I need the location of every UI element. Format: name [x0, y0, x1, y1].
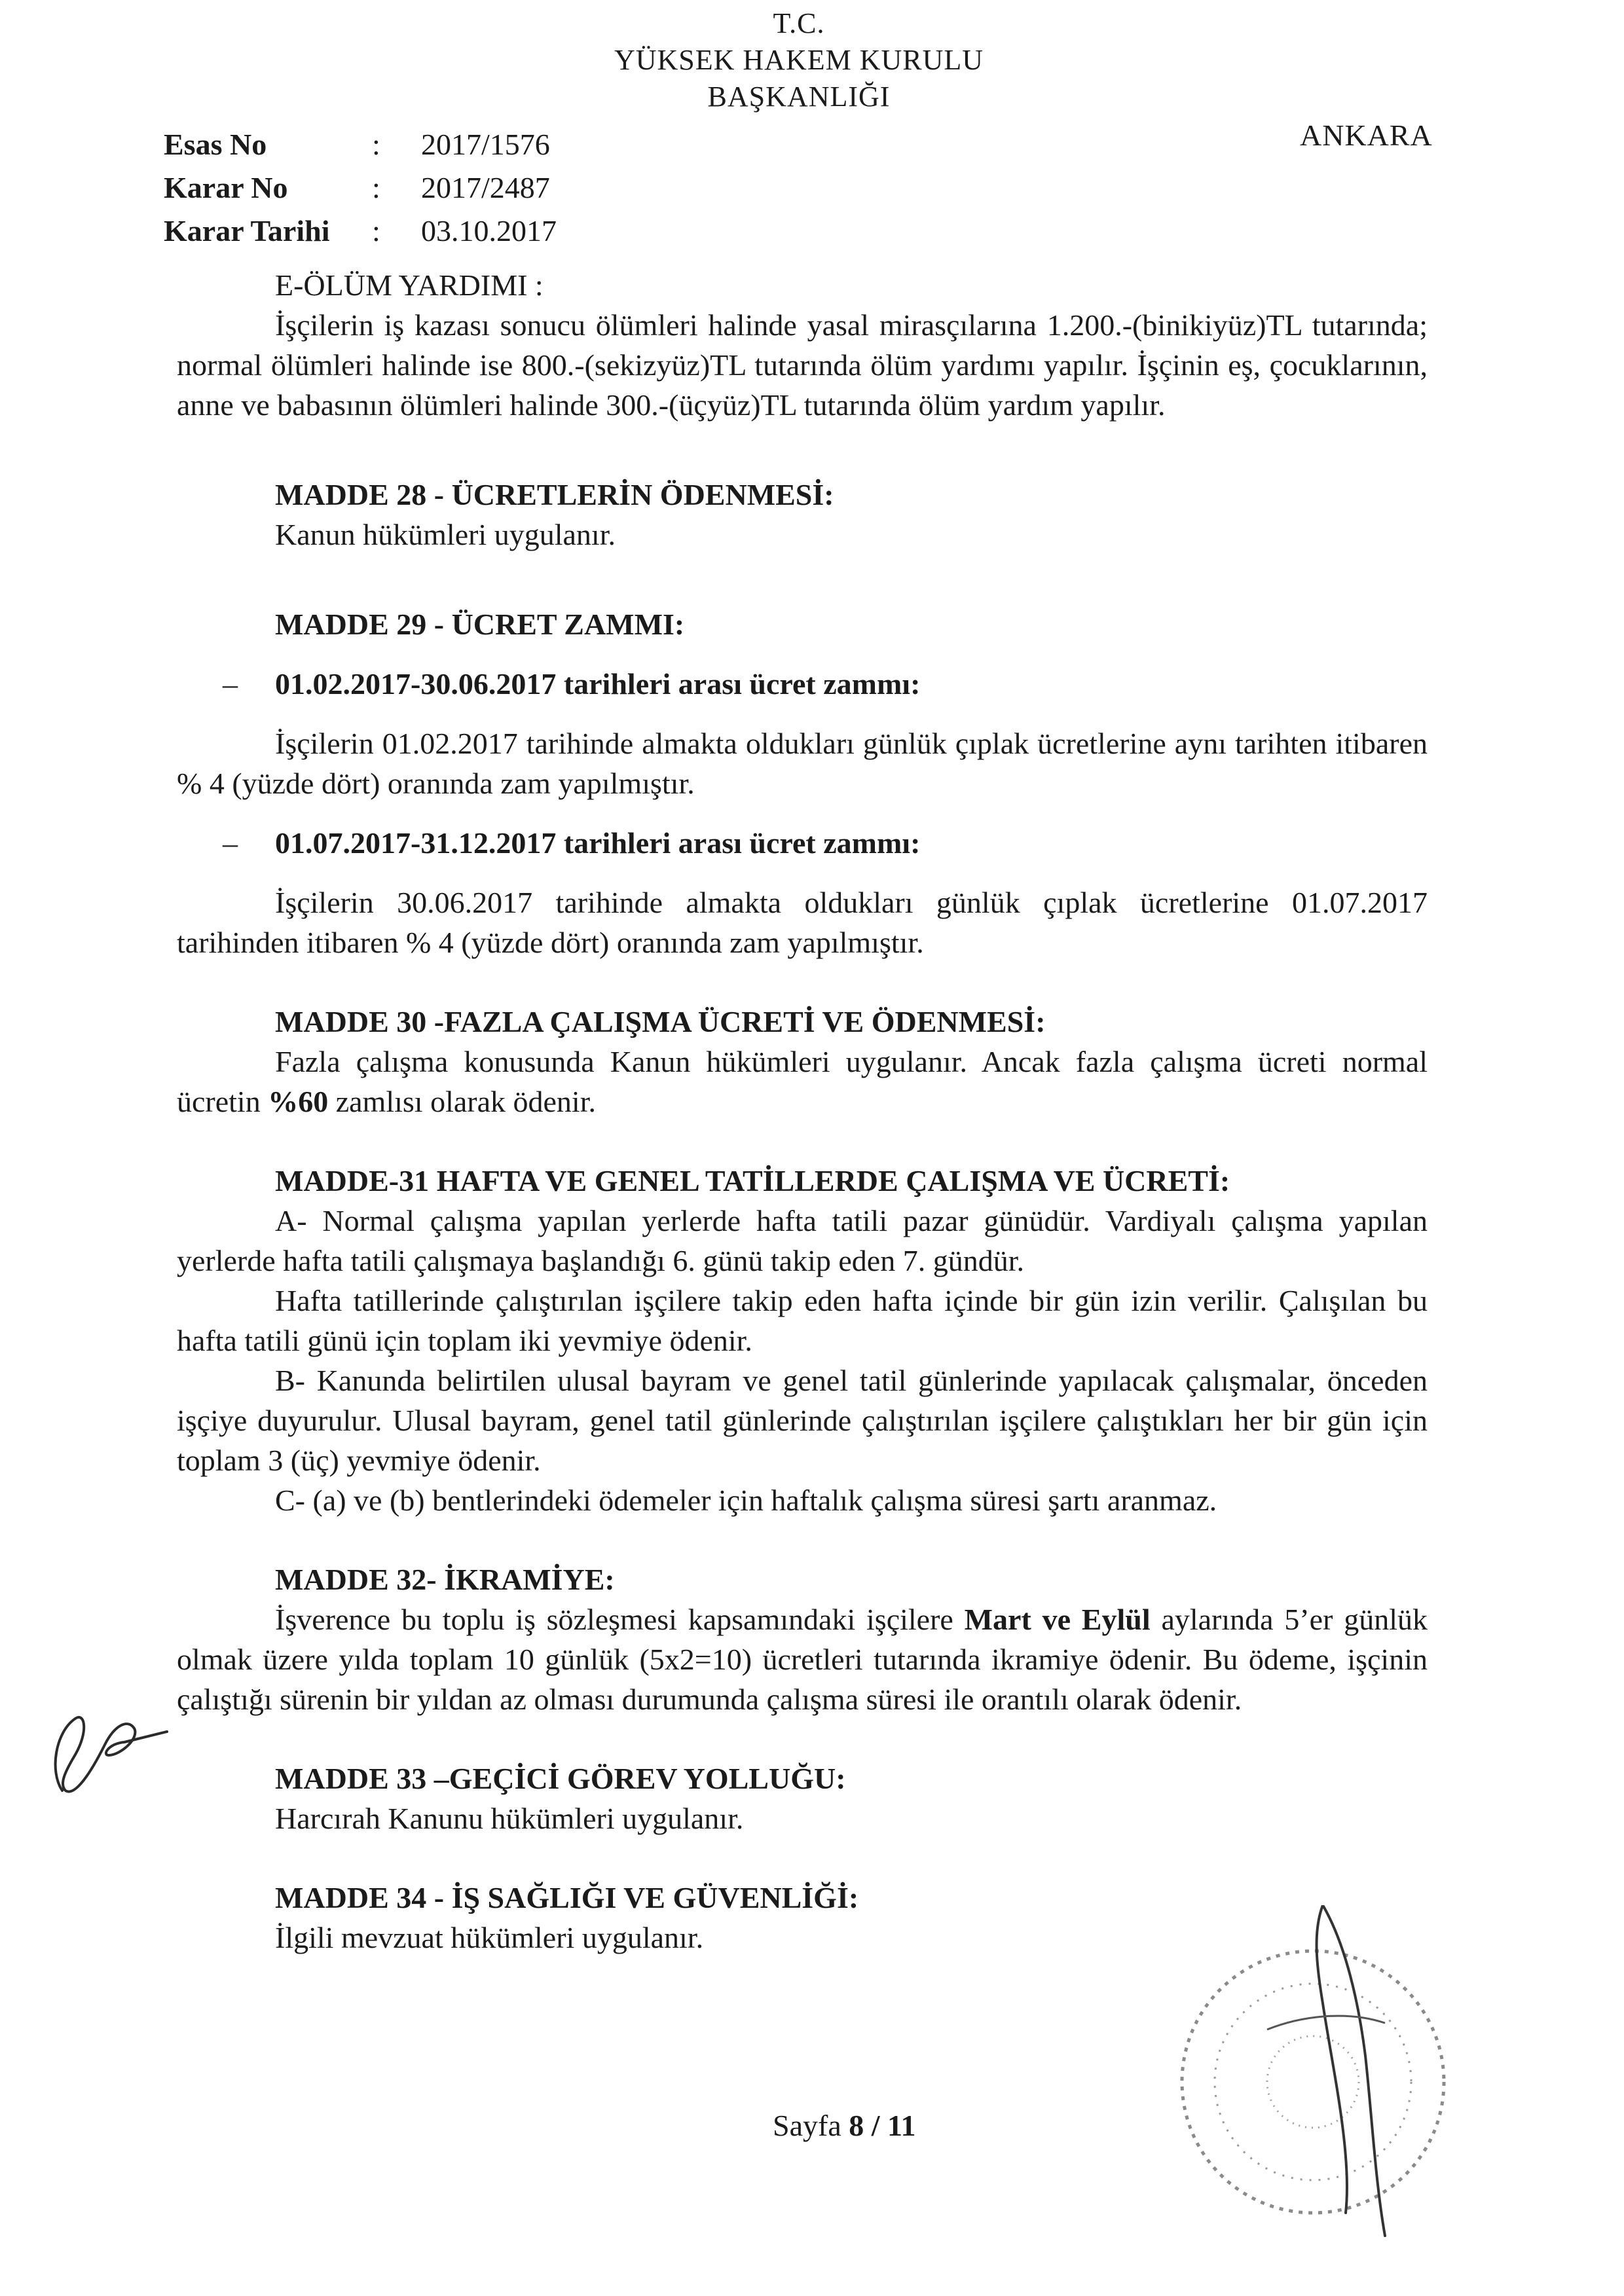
meta-colon: : — [372, 171, 380, 204]
paragraph-madde-28: Kanun hükümleri uygulanır. — [275, 518, 616, 551]
section-title-olum-yardimi: E-ÖLÜM YARDIMI : — [275, 268, 544, 302]
heading-madde-28: MADDE 28 - ÜCRETLERİN ÖDENMESİ: — [275, 478, 834, 511]
heading-madde-34: MADDE 34 - İŞ SAĞLIĞI VE GÜVENLİĞİ: — [275, 1881, 859, 1914]
header-department: BAŞKANLIĞI — [707, 81, 891, 113]
page-number — [773, 2108, 916, 2143]
header-institution: YÜKSEK HAKEM KURULU — [614, 44, 984, 76]
institution-header — [537, 5, 1061, 115]
paragraph-madde-34: İlgili mevzuat hükümleri uygulanır. — [275, 1921, 704, 1954]
meta-label: Karar No — [164, 171, 288, 204]
text-run-bold: Mart ve Eylül — [964, 1603, 1151, 1636]
paragraph-madde-30 — [177, 1042, 1428, 1121]
subheading-text: 01.02.2017-30.06.2017 tarihleri arası ücret zammı: — [275, 667, 921, 701]
paragraph-zam-period-2: İşçilerin 30.06.2017 tarihinde almakta oldukları günlük çıplak ücretlerine 01.07.2017 tarihinden itibaren % 4 (yüzde dört) oranında zam yapılmıştır. — [177, 886, 1428, 959]
list-dash: – — [223, 667, 238, 701]
meta-value: 2017/1576 — [421, 128, 550, 161]
meta-row-karar — [164, 166, 557, 210]
paragraph-madde-32 — [177, 1599, 1428, 1719]
document-body — [177, 265, 1428, 1958]
subheading-zam-period-2 — [177, 823, 1428, 863]
text-run: İşverence bu toplu iş sözleşmesi kapsamındaki işçilere — [275, 1603, 965, 1636]
paragraph-madde-31-c: C- (a) ve (b) bentlerindeki ödemeler için haftalık çalışma süresi şartı aranmaz. — [275, 1484, 1217, 1517]
meta-colon: : — [372, 128, 380, 161]
paragraph-madde-31-a: A- Normal çalışma yapılan yerlerde hafta tatili pazar günüdür. Vardiyalı çalışma yapılan yerlerde hafta tatili çalışmaya başlandığı 6. günü takip eden 7. gündür. — [177, 1204, 1428, 1277]
page-number-value: 8 / 11 — [849, 2109, 916, 2142]
handwritten-initials-icon — [36, 1692, 180, 1804]
heading-madde-33: MADDE 33 –GEÇİCİ GÖREV YOLLUĞU: — [275, 1762, 846, 1795]
header-tc: T.C. — [773, 7, 825, 39]
paragraph-madde-31-b: B- Kanunda belirtilen ulusal bayram ve genel tatil günlerinde yapılacak çalışmalar, önceden işçiye duyurulur. Ulusal bayram, genel tatil günlerinde çalıştırılan işçilere çalıştıkları her bir gün için toplam 3 (üç) yevmiye ödenir. — [177, 1364, 1428, 1477]
heading-madde-32: MADDE 32- İKRAMİYE: — [275, 1563, 615, 1596]
meta-label: Esas No — [164, 128, 267, 161]
paragraph-olum-yardimi: İşçilerin iş kazası sonucu ölümleri halinde yasal mirasçılarına 1.200.-(binikiyüz)TL tutarında; normal ölümleri halinde ise 800.-(sekizyüz)TL tutarında ölüm yardımı yapılır. İşçinin eş, çocuklarının, anne ve babasının ölümleri halinde 300.-(üçyüz)TL tutarında ölüm yardım yapılır. — [177, 308, 1428, 422]
text-run: zamlısı olarak ödenir. — [328, 1085, 596, 1118]
page-number-prefix: Sayfa — [773, 2109, 849, 2142]
meta-value: 2017/2487 — [421, 171, 550, 204]
meta-row-esas — [164, 123, 557, 166]
subheading-zam-period-1 — [177, 664, 1428, 704]
header-city: ANKARA — [1300, 118, 1433, 152]
text-run: Fazla çalışma konusunda Kanun hükümleri uygulanır. Ancak fazla çalışma ücreti normal ücretin — [177, 1045, 1428, 1118]
heading-madde-29: MADDE 29 - ÜCRET ZAMMI: — [275, 608, 685, 641]
case-meta — [164, 123, 557, 253]
heading-madde-30: MADDE 30 -FAZLA ÇALIŞMA ÜCRETİ VE ÖDENMESİ: — [275, 1005, 1046, 1038]
subheading-text: 01.07.2017-31.12.2017 tarihleri arası ücret zammı: — [275, 826, 921, 860]
paragraph-zam-period-1: İşçilerin 01.02.2017 tarihinde almakta oldukları günlük çıplak ücretlerine aynı tarihten itibaren % 4 (yüzde dört) oranında zam yapılmıştır. — [177, 727, 1428, 800]
paragraph-madde-31-hafta: Hafta tatillerinde çalıştırılan işçilere takip eden hafta içinde bir gün izin verilir. Çalışılan bu hafta tatili günü için toplam iki yevmiye ödenir. — [177, 1284, 1428, 1357]
meta-row-tarih — [164, 210, 557, 253]
meta-value: 03.10.2017 — [421, 214, 557, 247]
text-run: aylarında 5’er günlük olmak üzere yılda toplam 10 günlük (5x2=10) ücretleri tutarında ikramiye ödenir. Bu ödeme, işçinin çalıştığı sürenin bir yıldan az olması durumunda çalışma süresi ile orantılı olarak ödenir. — [177, 1603, 1428, 1716]
meta-label: Karar Tarihi — [164, 214, 330, 247]
paragraph-madde-33: Harcırah Kanunu hükümleri uygulanır. — [275, 1802, 744, 1835]
meta-colon: : — [372, 214, 380, 247]
heading-madde-31: MADDE-31 HAFTA VE GENEL TATİLLERDE ÇALIŞMA VE ÜCRETİ: — [275, 1164, 1230, 1197]
official-seal-stamp-icon — [1149, 1905, 1490, 2246]
text-run-bold: %60 — [268, 1085, 329, 1118]
list-dash: – — [223, 826, 238, 860]
